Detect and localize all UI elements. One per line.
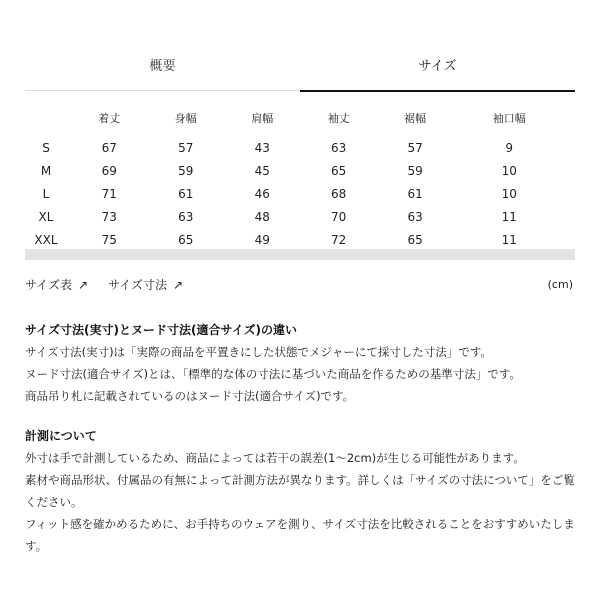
table-cell: 63 xyxy=(331,140,347,155)
measurement-section xyxy=(25,425,580,557)
size-table xyxy=(25,100,565,251)
section-title: 計測について xyxy=(25,429,97,443)
table-cell: 9 xyxy=(505,140,514,155)
paragraph: 素材や商品形状、付属品の有無によって計測方法が異なります。詳しくは「サイズの寸法について」をご覧ください。 xyxy=(25,473,575,509)
table-cell: 59 xyxy=(407,163,423,178)
table-cell: 45 xyxy=(254,163,270,178)
row-size-label xyxy=(25,205,71,228)
table-header-row xyxy=(25,100,565,136)
external-arrow-icon: ↗ xyxy=(78,278,89,292)
table-cell: 73 xyxy=(101,209,117,224)
size-label: XXL xyxy=(34,232,58,247)
table-cell: 65 xyxy=(407,232,423,247)
size-measure-link[interactable] xyxy=(108,276,183,293)
column-header: 袖口幅 xyxy=(492,112,526,125)
table-cell: 67 xyxy=(101,140,117,155)
table-row xyxy=(25,136,565,159)
section-title: サイズ寸法(実寸)とヌード寸法(適合サイズ)の違い xyxy=(25,323,298,337)
size-chart-link[interactable] xyxy=(25,276,88,293)
external-arrow-icon: ↗ xyxy=(172,278,184,292)
table-cell: 65 xyxy=(178,232,194,247)
table-corner xyxy=(25,100,71,136)
table-cell: 61 xyxy=(407,186,423,201)
table-cell: 65 xyxy=(331,163,347,178)
column-header: 身幅 xyxy=(174,112,197,125)
table-cell: 63 xyxy=(178,209,194,224)
size-label: M xyxy=(40,163,52,178)
row-size-label xyxy=(25,136,71,159)
table-cell: 11 xyxy=(501,209,517,224)
table-cell: 70 xyxy=(331,209,347,224)
column-header: 袖丈 xyxy=(327,112,350,125)
table-cell: 72 xyxy=(331,232,347,247)
paragraph: サイズ寸法(実寸)は「実際の商品を平置きにした状態でメジャーにて採寸した寸法」です。 xyxy=(25,345,492,359)
size-label: S xyxy=(42,140,50,155)
table-cell: 48 xyxy=(254,209,270,224)
table-cell: 10 xyxy=(501,186,517,201)
paragraph: 商品吊り札に記載されているのはヌード寸法(適合サイズ)です。 xyxy=(25,389,355,403)
table-cell: 46 xyxy=(254,186,270,201)
row-size-label xyxy=(25,182,71,205)
table-cell: 49 xyxy=(254,232,270,247)
table-row xyxy=(25,205,565,228)
table-cell: 61 xyxy=(178,186,194,201)
tab-size[interactable]: サイズ xyxy=(300,50,575,92)
table-cell: 75 xyxy=(101,232,117,247)
column-header: 肩幅 xyxy=(251,112,274,125)
size-label: L xyxy=(42,186,50,201)
tab-bar xyxy=(25,50,575,90)
paragraph: フィット感を確かめるために、お手持ちのウェアを測り、サイズ寸法を比較されることをおすすめいたします。 xyxy=(25,517,575,553)
horizontal-scrollbar[interactable] xyxy=(25,249,575,260)
table-cell: 69 xyxy=(101,163,117,178)
column-header: 着丈 xyxy=(98,112,121,125)
unit-label: (cm) xyxy=(547,278,573,291)
table-cell: 59 xyxy=(178,163,194,178)
table-cell: 71 xyxy=(101,186,117,201)
column-header: 裾幅 xyxy=(404,112,427,125)
table-cell: 57 xyxy=(178,140,194,155)
size-measure-link-label: サイズ寸法 xyxy=(107,278,167,292)
size-links xyxy=(25,276,199,293)
table-row xyxy=(25,159,565,182)
table-cell: 10 xyxy=(501,163,517,178)
paragraph: 外寸は手で計測しているため、商品によっては若干の誤差(1〜2cm)が生じる可能性があります。 xyxy=(25,451,525,465)
paragraph: ヌード寸法(適合サイズ)とは、「標準的な体の寸法に基づいた商品を作るための基準寸法」です。 xyxy=(25,367,521,381)
table-cell: 43 xyxy=(254,140,270,155)
table-cell: 63 xyxy=(407,209,423,224)
table-cell: 11 xyxy=(501,232,517,247)
size-chart-link-label: サイズ表 xyxy=(25,278,73,292)
row-size-label xyxy=(25,228,71,251)
table-row xyxy=(25,228,565,251)
table-cell: 68 xyxy=(331,186,347,201)
size-difference-section xyxy=(25,319,580,407)
size-label: XL xyxy=(38,209,54,224)
table-row xyxy=(25,182,565,205)
row-size-label xyxy=(25,159,71,182)
tab-summary[interactable]: 概要 xyxy=(25,50,300,91)
table-cell: 57 xyxy=(407,140,423,155)
